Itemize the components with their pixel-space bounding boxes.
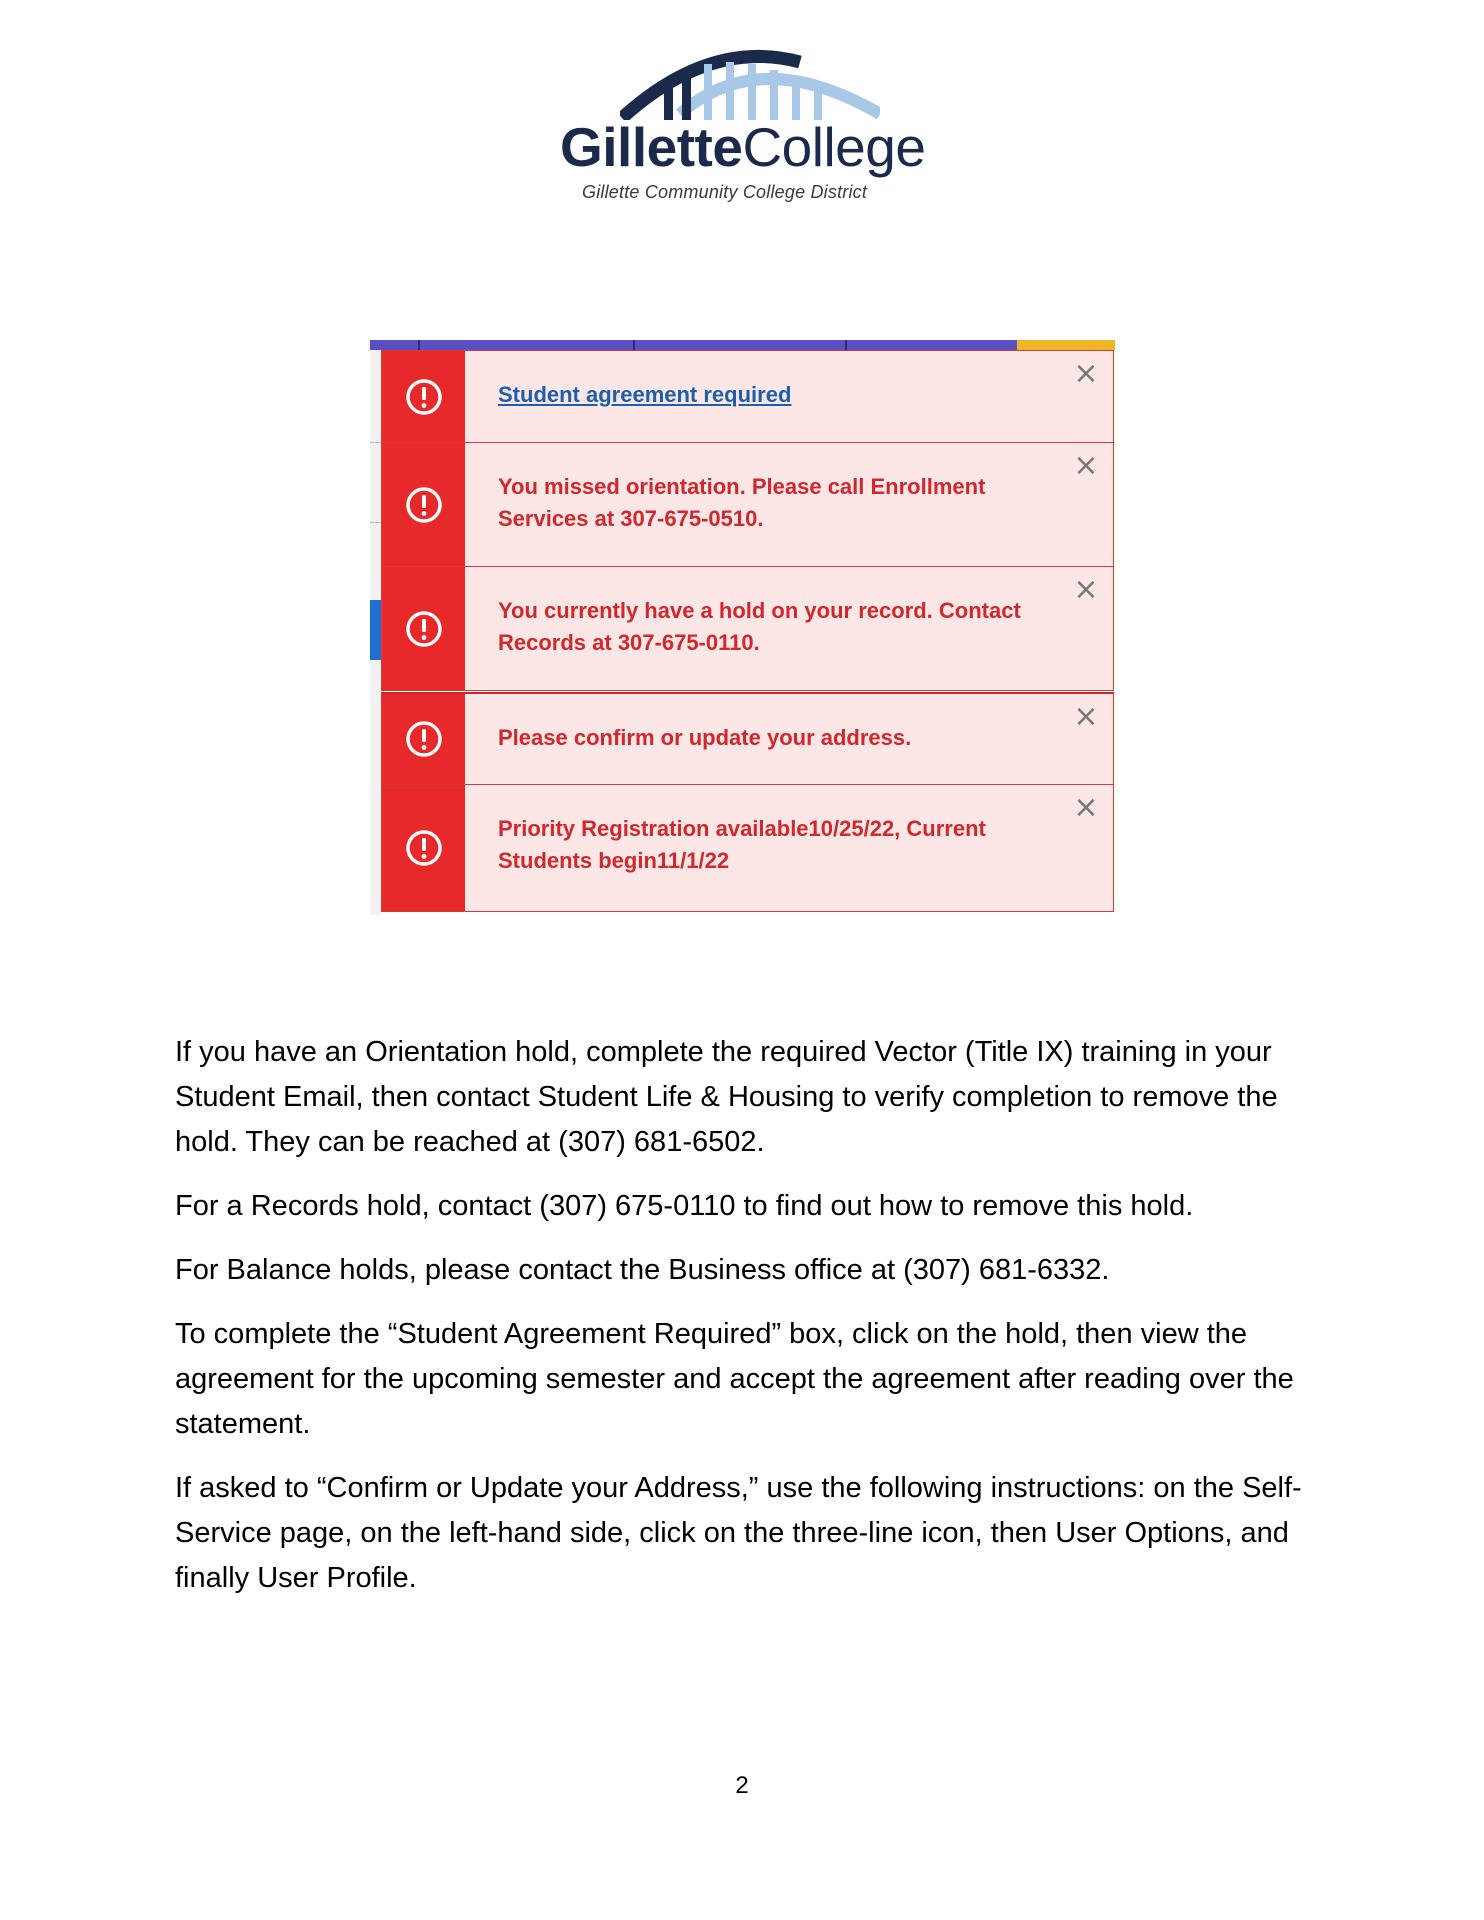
alert-message: Priority Registration available10/25/22, Current Students begin11/1/22: [498, 816, 986, 873]
alert-priority-registration: [381, 784, 1114, 912]
header-divider: [845, 340, 847, 350]
header-bar: [370, 340, 1115, 350]
college-logo: [560, 48, 940, 208]
paragraph-student-agreement: To complete the “Student Agreement Required” box, click on the hold, then view the agreement for the upcoming semester and accept the agreement after reading over the statement.: [175, 1318, 1294, 1440]
close-icon[interactable]: ×: [1073, 356, 1099, 391]
header-divider: [418, 340, 420, 350]
alert-stripe: [382, 351, 465, 442]
close-icon[interactable]: ×: [1073, 790, 1099, 825]
logo-wordmark-bold: Gillette: [560, 116, 743, 178]
alert-orientation: [381, 442, 1114, 567]
paragraph-orientation-hold: If you have an Orientation hold, complete the required Vector (Title IX) training in your Student Email, then contact Student Life & Housing to verify completion to remove the hold. They can be reached at (307) 681-6502.: [175, 1036, 1278, 1158]
logo-wordmark: [560, 116, 940, 178]
paragraph-address: If asked to “Confirm or Update your Address,” use the following instructions: on the Self-Service page, on the left-hand side, click on the three-line icon, then User Options, and finally User Profile.: [175, 1472, 1302, 1594]
instructions-body: [175, 1030, 1325, 1620]
exclamation-circle-icon: [404, 485, 444, 525]
logo-tagline: Gillette Community College District: [582, 182, 868, 202]
paragraph-balance-hold: For Balance holds, please contact the Business office at (307) 681-6332.: [175, 1254, 1110, 1286]
alert-message: Please confirm or update your address.: [498, 725, 912, 750]
holds-alerts-screenshot: [370, 340, 1115, 915]
page-number: 2: [735, 1772, 749, 1799]
bridge-arch-logo-icon: [620, 48, 880, 120]
exclamation-circle-icon: [404, 719, 444, 759]
alert-stripe: [382, 567, 465, 690]
close-icon[interactable]: ×: [1073, 572, 1099, 607]
exclamation-circle-icon: [404, 828, 444, 868]
alert-stripe: [382, 443, 465, 566]
logo-wordmark-light: College: [742, 116, 926, 178]
alert-records-hold: [381, 566, 1114, 691]
exclamation-circle-icon: [404, 377, 444, 417]
close-icon[interactable]: ×: [1073, 699, 1099, 734]
header-accent: [1017, 340, 1115, 350]
alert-address: [381, 692, 1114, 785]
paragraph-records-hold: For a Records hold, contact (307) 675-0110 to find out how to remove this hold.: [175, 1190, 1194, 1222]
alert-student-agreement: [381, 350, 1114, 443]
header-divider: [633, 340, 635, 350]
exclamation-circle-icon: [404, 609, 444, 649]
alert-message-link[interactable]: Student agreement required: [498, 382, 792, 407]
alert-message: You currently have a hold on your record. Contact Records at 307-675-0110.: [498, 598, 1021, 655]
alert-stripe: [382, 785, 465, 911]
close-icon[interactable]: ×: [1073, 448, 1099, 483]
alert-stripe: [382, 694, 465, 784]
alert-message: You missed orientation. Please call Enrollment Services at 307-675-0510.: [498, 474, 986, 531]
